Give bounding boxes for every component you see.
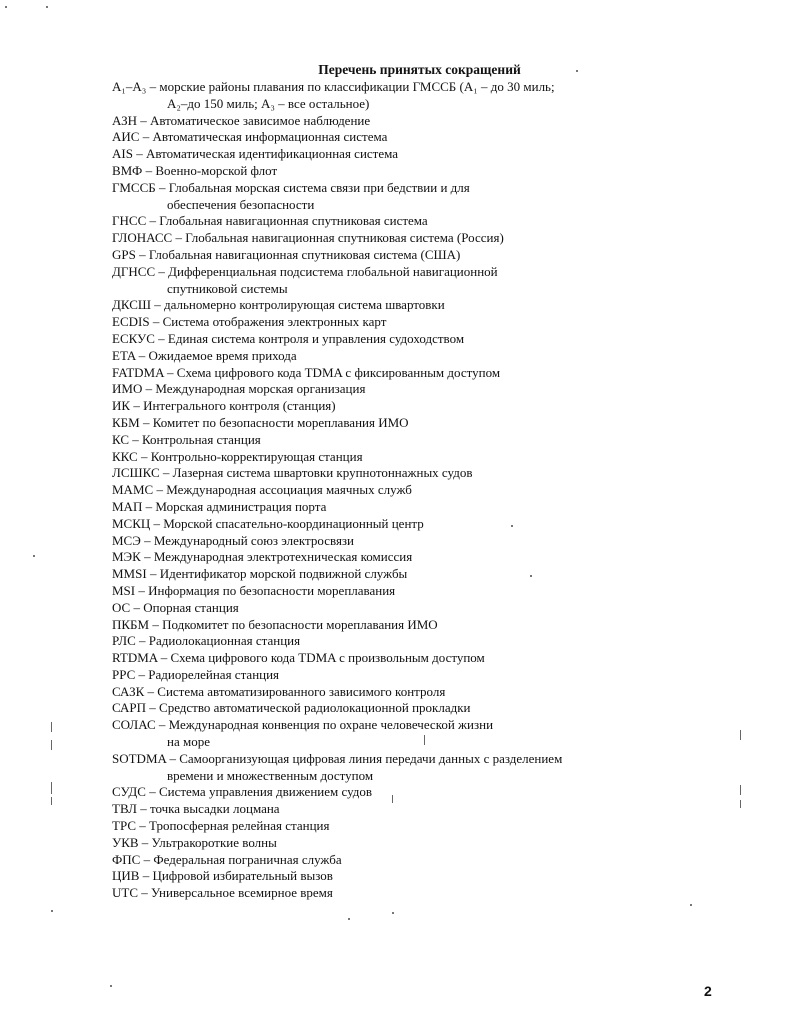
abbreviation-entry [112,499,632,516]
scan-speck [51,910,53,912]
abbreviation-definition: – Радиорелейная станция [138,666,280,682]
abbreviation-definition: – Глобальная навигационная спутниковая система [149,213,428,229]
abbreviation-entry [112,230,632,247]
abbreviation-definition: на море [167,734,210,750]
abbreviation-definition: – Информация по безопасности мореплавания [138,582,396,598]
abbreviation-term: ПКБМ [112,616,150,632]
abbreviation-definition: – Самоорганизующая цифровая линия передачи данных с разделением [169,750,563,766]
abbreviation-term: АИС [112,129,140,145]
scan-speck [348,918,350,920]
abbreviation-term: ФПС [112,851,141,867]
abbreviation-definition: – Морская администрация порта [145,498,327,514]
abbreviation-definition: – Ожидаемое время прихода [138,347,297,363]
abbreviation-term: ИМО [112,381,143,397]
abbreviation-entry [112,247,632,264]
abbreviation-term: UTC [112,885,138,901]
abbreviation-entry [112,146,632,163]
abbreviation-definition: – Интегрального контроля (станция) [133,398,336,414]
scan-mark [740,785,741,795]
abbreviation-term: ДКСШ [112,297,151,313]
scan-speck [5,6,7,8]
abbreviation-term: ДГНСС [112,263,156,279]
abbreviation-definition: – дальномерно контролирующая система швартовки [154,297,445,313]
abbreviation-definition: – Средство автоматической радиолокационной прокладки [149,700,471,716]
abbreviation-term: КС [112,431,130,447]
abbreviation-definition: – Комитет по безопасности мореплавания ИМО [142,414,409,430]
abbreviation-entry [112,129,632,146]
abbreviation-definition: – Международная морская организация [145,381,366,397]
abbreviation-entry [112,163,632,180]
abbreviation-definition: – Схема цифрового кода TDMA с произвольным доступом [160,650,485,666]
abbreviation-term: ETA [112,347,136,363]
abbreviation-term: SOTDMA [112,750,167,766]
abbreviation-entry-continuation [112,96,632,113]
abbreviation-definition: спутниковой системы [167,280,288,296]
abbreviation-entry [112,633,632,650]
scan-mark [51,797,52,805]
abbreviation-definition: – Идентификатор морской подвижной службы [149,566,408,582]
abbreviation-term: ECDIS [112,314,150,330]
abbreviation-entry [112,818,632,835]
abbreviation-definition: – Цифровой избирательный вызов [142,868,333,884]
abbreviation-term: МЭК [112,549,141,565]
abbreviation-definition: – Схема цифрового кода TDMA с фиксированным доступом [167,364,501,380]
abbreviation-term: ЛСШКС [112,465,160,481]
abbreviation-entry [112,751,632,768]
scan-speck [46,6,48,8]
abbreviation-entry [112,180,632,197]
abbreviation-term: СУДС [112,784,146,800]
abbreviation-definition: – Система отображения электронных карт [152,314,387,330]
scan-speck [690,904,692,906]
abbreviation-definition: – Федеральная пограничная служба [143,851,342,867]
abbreviation-entry [112,465,632,482]
abbreviation-term: ВМФ [112,162,143,178]
abbreviation-definition: – Международная электротехническая комиссия [144,549,413,565]
abbreviation-definition: – морские районы плавания по классификации ГМССБ (A₁ – до 30 миль; [149,79,555,94]
abbreviation-entry [112,113,632,130]
abbreviation-entry [112,885,632,902]
abbreviation-term: СОЛАС [112,717,156,733]
abbreviation-entry [112,398,632,415]
scan-mark [51,782,52,794]
abbreviation-term: ОС [112,599,131,615]
scan-mark [392,795,393,803]
scan-mark [51,722,52,732]
abbreviation-term: RTDMA [112,650,158,666]
abbreviation-entry [112,717,632,734]
abbreviation-definition: – Глобальная навигационная спутниковая система (США) [139,246,461,262]
abbreviation-definition: – Система автоматизированного зависимого контроля [147,683,446,699]
abbreviation-term: МСКЦ [112,515,151,531]
abbreviation-entry [112,650,632,667]
abbreviation-list [112,79,632,902]
scan-mark [51,740,52,750]
abbreviation-term: РЛС [112,633,136,649]
abbreviation-term: FATDMA [112,364,164,380]
abbreviation-term: КБМ [112,414,140,430]
abbreviation-definition: – Универсальное всемирное время [141,885,333,901]
abbreviation-entry [112,381,632,398]
abbreviation-term: AIS [112,146,133,162]
abbreviation-definition: – Единая система контроля и управления судоходством [158,330,465,346]
page-number: 2 [704,983,712,999]
abbreviation-entry [112,79,632,96]
abbreviation-entry [112,432,632,449]
scan-mark [740,730,741,740]
abbreviation-definition: A₂–до 150 миль; A₃ – все остальное) [167,95,370,111]
abbreviation-definition: – Тропосферная релейная станция [139,818,330,834]
abbreviation-definition: – Международная ассоциация маячных служб [156,482,412,498]
abbreviation-entry [112,213,632,230]
abbreviation-definition: – Международная конвенция по охране человеческой жизни [158,717,494,733]
scan-speck [530,575,532,577]
abbreviation-definition: – Ультракороткие волны [141,834,277,850]
scan-speck [110,985,112,987]
abbreviation-entry [112,868,632,885]
abbreviation-entry [112,667,632,684]
abbreviation-entry-continuation [112,768,632,785]
abbreviation-term: ТВЛ [112,801,137,817]
abbreviation-term: МАМС [112,482,154,498]
page-title: Перечень принятых сокращений [318,62,521,77]
abbreviation-entry [112,549,632,566]
abbreviation-definition: – Автоматическая идентификационная система [136,146,399,162]
abbreviation-entry [112,700,632,717]
abbreviation-definition: – точка высадки лоцмана [140,801,280,817]
scan-mark [424,735,425,745]
abbreviation-term: МАП [112,498,143,514]
abbreviation-term: УКВ [112,834,139,850]
abbreviation-entry [112,449,632,466]
abbreviation-definition: – Радиолокационная станция [139,633,301,649]
abbreviation-definition: – Опорная станция [133,599,239,615]
abbreviation-definition: – Военно-морской флот [145,162,278,178]
abbreviation-term: ГНСС [112,213,147,229]
abbreviation-definition: – Автоматическая информационная система [142,129,388,145]
abbreviation-term: MMSI [112,566,147,582]
abbreviation-term: ГЛОНАСС [112,230,173,246]
abbreviation-entry [112,297,632,314]
abbreviation-entry [112,617,632,634]
abbreviation-definition: – Дифференциальная подсистема глобальной навигационной [158,263,498,279]
abbreviation-term: MSI [112,582,136,598]
abbreviation-term: ККС [112,448,138,464]
abbreviation-term: GPS [112,246,136,262]
scan-speck [511,525,513,527]
abbreviation-definition: – Контрольно-корректирующая станция [140,448,363,464]
abbreviation-term: A₁–A₃ [112,79,147,94]
abbreviation-entry-continuation [112,197,632,214]
abbreviation-definition: – Международный союз электросвязи [144,532,355,548]
abbreviation-entry [112,482,632,499]
abbreviation-entry [112,600,632,617]
abbreviation-entry [112,684,632,701]
scan-speck [576,70,578,72]
abbreviation-term: ТРС [112,818,137,834]
abbreviation-definition: времени и множественным доступом [167,767,374,783]
abbreviation-definition: – Подкомитет по безопасности мореплавания ИМО [152,616,438,632]
abbreviation-entry [112,566,632,583]
abbreviation-definition: – Лазерная система швартовки крупнотоннажных судов [162,465,473,481]
abbreviation-entry [112,784,632,801]
scan-speck [33,555,35,557]
abbreviation-entry-continuation [112,281,632,298]
abbreviation-entry [112,415,632,432]
abbreviation-term: РРС [112,666,136,682]
scan-speck [392,912,394,914]
abbreviation-term: САРП [112,700,147,716]
abbreviation-definition: – Морской спасательно-координационный центр [153,515,424,531]
abbreviation-entry [112,516,632,533]
abbreviation-definition: – Глобальная навигационная спутниковая система (Россия) [175,230,504,246]
abbreviation-definition: – Контрольная станция [132,431,261,447]
abbreviation-term: САЗК [112,683,145,699]
abbreviation-entry [112,835,632,852]
scan-mark [740,800,741,808]
abbreviation-definition: – Автоматическое зависимое наблюдение [140,112,371,128]
abbreviation-definition: – Система управления движением судов [149,784,373,800]
abbreviation-term: АЗН [112,112,137,128]
abbreviation-entry [112,583,632,600]
abbreviation-entry [112,852,632,869]
abbreviation-entry [112,348,632,365]
abbreviation-entry [112,801,632,818]
abbreviation-definition: обеспечения безопасности [167,196,315,212]
abbreviation-term: МСЭ [112,532,141,548]
abbreviation-entry [112,314,632,331]
abbreviation-definition: – Глобальная морская система связи при бедствии и для [158,179,470,195]
abbreviation-term: ЕСКУС [112,330,155,346]
abbreviation-entry [112,331,632,348]
abbreviation-entry [112,264,632,281]
abbreviation-entry [112,533,632,550]
abbreviation-term: ЦИВ [112,868,140,884]
abbreviation-term: ИК [112,398,131,414]
abbreviation-term: ГМССБ [112,179,156,195]
abbreviation-entry-continuation [112,734,632,751]
abbreviation-entry [112,365,632,382]
